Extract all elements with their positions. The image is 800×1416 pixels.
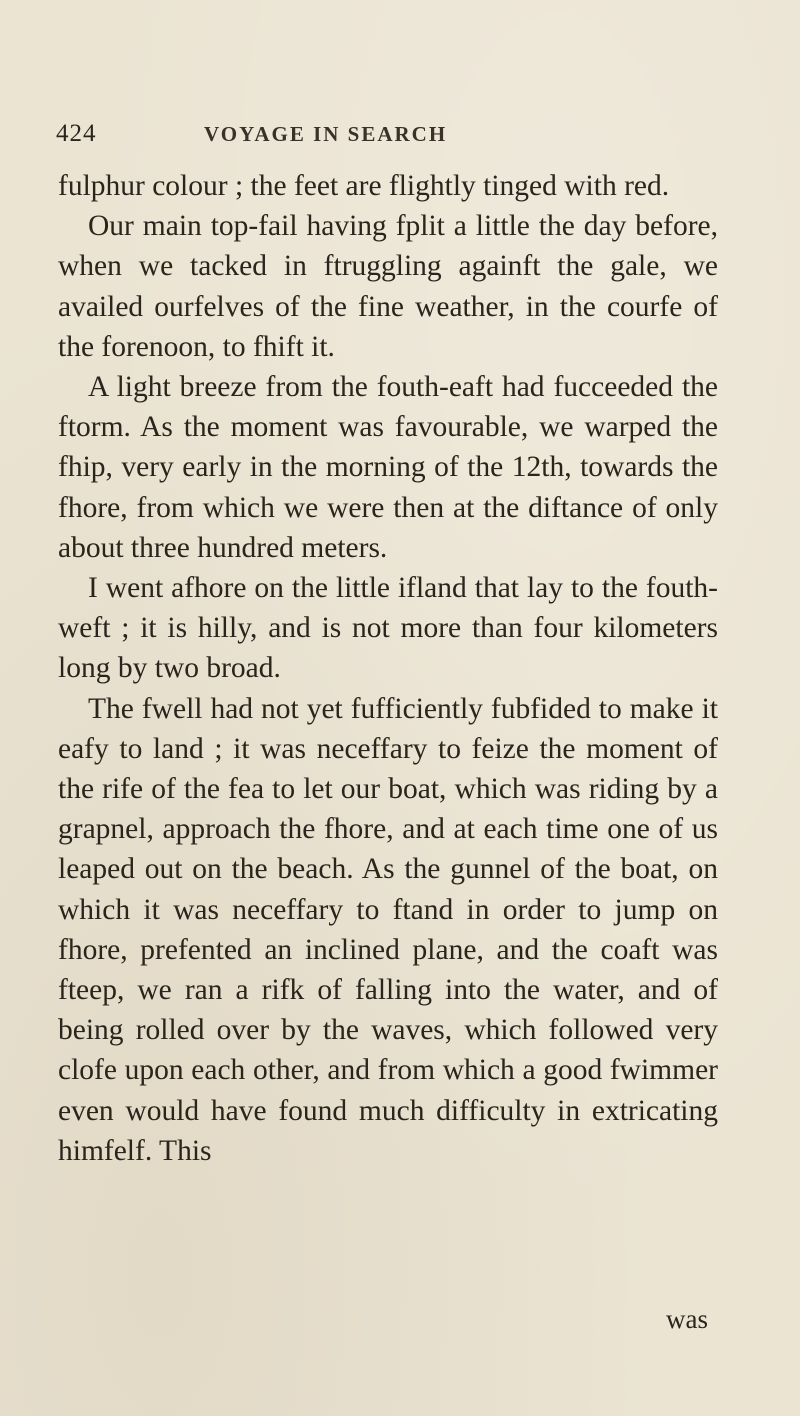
paragraph-top-sail: Our main top-fail having fplit a little the day before, when we tacked in ftruggling againft the gale, we availed ourfelves of the fine weather, in the courfe of the forenoon, to fhift it.: [58, 210, 718, 363]
running-title: VOYAGE IN SEARCH: [204, 122, 448, 146]
paragraph-breeze: A light breeze from the fouth-eaft had fucceeded the ftorm. As the moment was favourable, we warped the fhip, very early in the morning of the 12th, towards the fhore, from which we were then at the diftance of only about three hundred meters.: [58, 371, 718, 564]
paragraph-landing: The fwell had not yet fufficiently fubfided to make it eafy to land ; it was neceffary to feize the moment of the rife of the fea to let our boat, which was riding by a grapnel, approach the fhore, and at each time one of us leaped out on the beach. As the gunnel of the boat, on which it was neceffary to ftand in order to jump on fhore, prefented an inclined plane, and the coaft was fteep, we ran a rifk of falling into the water, and of being rolled over by the waves, which followed very clofe upon each other, and from which a good fwimmer even would have found much difficulty in extricating himfelf. This: [58, 692, 718, 1167]
catchword: was: [666, 1304, 708, 1334]
running-head: [56, 120, 716, 160]
page-number: 424: [56, 120, 97, 147]
body-text: [58, 166, 718, 1171]
paragraph-island: I went afhore on the little ifland that lay to the fouth-weft ; it is hilly, and is not more than four kilometers long by two broad.: [58, 572, 718, 685]
paragraph-continued: fulphur colour ; the feet are flightly tinged with red.: [58, 170, 670, 202]
